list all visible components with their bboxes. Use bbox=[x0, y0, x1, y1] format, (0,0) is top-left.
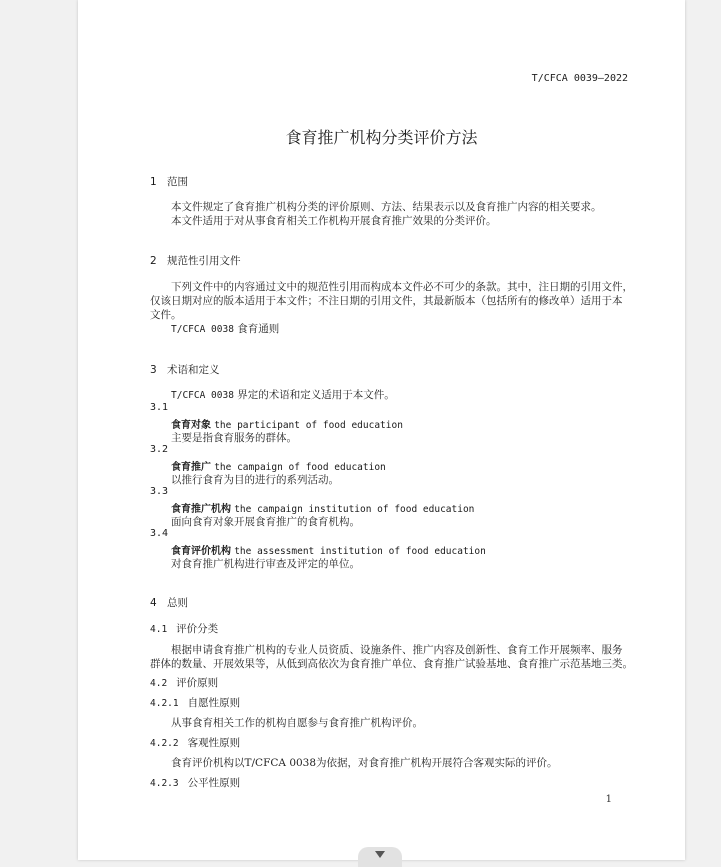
term-zh: 食育推广机构 bbox=[171, 504, 231, 515]
section-3-heading bbox=[150, 362, 220, 377]
subsection-title: 客观性原则 bbox=[187, 737, 241, 749]
scroll-down-button[interactable] bbox=[358, 847, 402, 867]
term-number: 3.1 bbox=[150, 402, 169, 413]
reference-code: T/CFCA 0038 bbox=[171, 390, 234, 401]
term-number: 3.3 bbox=[150, 486, 169, 497]
section-number: 1 bbox=[150, 176, 157, 188]
chevron-down-icon bbox=[375, 851, 385, 858]
paragraph-line: 群体的数量、开展效果等，从低到高依次为食育推广单位、食育推广试验基地、食育推广示范基地三类。 bbox=[150, 658, 633, 670]
section-number: 3 bbox=[150, 364, 157, 376]
document-title: 食育推广机构分类评价方法 bbox=[285, 128, 478, 147]
subsection-number: 4.2 bbox=[150, 678, 168, 689]
term-definition: 主要是指食育服务的群体。 bbox=[171, 432, 297, 444]
paragraph-line: 根据申请食育推广机构的专业人员资质、设施条件、推广内容及创新性、食育工作开展频率、服务 bbox=[171, 644, 623, 656]
term-heading bbox=[171, 542, 486, 557]
subsection-number: 4.2.1 bbox=[150, 698, 179, 709]
term-zh: 食育对象 bbox=[171, 420, 211, 431]
subsection-number: 4.2.3 bbox=[150, 778, 179, 789]
term-en: the assessment institution of food education bbox=[234, 546, 486, 557]
term-number: 3.4 bbox=[150, 528, 169, 539]
term-heading bbox=[171, 458, 386, 473]
paragraph: 食育评价机构以T/CFCA 0038为依据，对食育推广机构开展符合客观实际的评价。 bbox=[171, 757, 558, 769]
paragraph: 从事食育相关工作的机构自愿参与食育推广机构评价。 bbox=[171, 717, 423, 729]
subsection-4-2-1-heading bbox=[150, 695, 240, 710]
subsection-4-2-2-heading bbox=[150, 735, 240, 750]
subsection-4-2-heading bbox=[150, 675, 218, 690]
normative-reference bbox=[171, 321, 279, 336]
paragraph-line: 仅该日期对应的版本适用于本文件；不注日期的引用文件，其最新版本（包括所有的修改单）适用于本 bbox=[150, 295, 623, 307]
term-definition: 对食育推广机构进行审查及评定的单位。 bbox=[171, 558, 360, 570]
paragraph: 本文件规定了食育推广机构分类的评价原则、方法、结果表示以及食育推广内容的相关要求。 bbox=[171, 201, 602, 213]
standard-number: T/CFCA 0039—2022 bbox=[531, 73, 628, 84]
reference-name: 食育通则 bbox=[237, 323, 280, 335]
term-en: the campaign of food education bbox=[214, 462, 386, 473]
subsection-4-1-heading bbox=[150, 621, 218, 636]
page-number: 1 bbox=[605, 794, 612, 805]
term-definition: 面向食育对象开展食育推广的食育机构。 bbox=[171, 516, 360, 528]
subsection-number: 4.2.2 bbox=[150, 738, 179, 749]
subsection-title: 自愿性原则 bbox=[187, 697, 241, 709]
term-zh: 食育推广 bbox=[171, 462, 211, 473]
term-heading bbox=[171, 416, 403, 431]
section-number: 2 bbox=[150, 255, 157, 267]
subsection-title: 公平性原则 bbox=[187, 777, 241, 789]
paragraph: 本文件适用于对从事食育相关工作机构开展食育推广效果的分类评价。 bbox=[171, 215, 497, 227]
subsection-title: 评价原则 bbox=[176, 677, 219, 689]
term-en: the participant of food education bbox=[214, 420, 403, 431]
paragraph-line: 下列文件中的内容通过文中的规范性引用而构成本文件必不可少的条款。其中，注日期的引用文件， bbox=[171, 281, 633, 293]
subsection-4-2-3-heading bbox=[150, 775, 240, 790]
term-definition: 以推行食育为目的进行的系列活动。 bbox=[171, 474, 339, 486]
section-title: 术语和定义 bbox=[167, 364, 220, 376]
section-1-heading bbox=[150, 174, 188, 189]
paragraph-line: 文件。 bbox=[150, 309, 182, 321]
section-number: 4 bbox=[150, 597, 157, 609]
reference-code: T/CFCA 0038 bbox=[171, 324, 234, 335]
section-title: 规范性引用文件 bbox=[167, 255, 241, 267]
subsection-number: 4.1 bbox=[150, 624, 168, 635]
section-title: 范围 bbox=[167, 176, 188, 188]
term-zh: 食育评价机构 bbox=[171, 546, 231, 557]
term-en: the campaign institution of food education bbox=[234, 504, 475, 515]
section-4-heading bbox=[150, 595, 188, 610]
section-2-heading bbox=[150, 253, 241, 268]
term-number: 3.2 bbox=[150, 444, 169, 455]
terms-intro bbox=[171, 387, 395, 402]
subsection-title: 评价分类 bbox=[176, 623, 219, 635]
intro-text: 界定的术语和定义适用于本文件。 bbox=[237, 389, 395, 401]
document-page bbox=[78, 0, 685, 860]
term-heading bbox=[171, 500, 474, 515]
section-title: 总则 bbox=[167, 597, 188, 609]
